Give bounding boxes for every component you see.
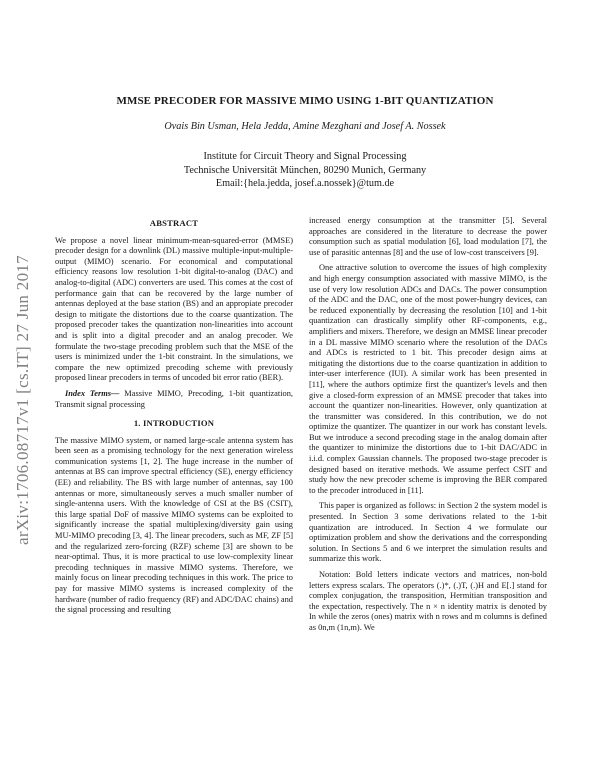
arxiv-stamp	[10, 190, 36, 610]
abstract-heading: ABSTRACT	[149, 218, 199, 228]
affiliation-institute: Institute for Circuit Theory and Signal Processing	[203, 151, 407, 162]
affiliation-email: Email:{hela.jedda, josef.a.nossek}@tum.de	[215, 178, 395, 189]
affiliation-university: Technische Universität München, 80290 Munich, Germany	[183, 164, 427, 176]
introduction-heading: 1. INTRODUCTION	[133, 418, 215, 429]
left-column	[55, 218, 293, 616]
abstract-text: We propose a novel linear minimum-mean-squared-error (MMSE) precoder design for a downlink (DL) massive multiple-input-multiple-output (MIMO) scenario. For economical and computational efficiency reasons low resolution 1-bit digital-to-analog (DAC) and analog-to-digital (ADC) converters are used. This comes at the cost of performance gain that can be recovered by the large number of antennas deployed at the base station (BS) and an appropiate precoder design to mitigate the distortions due to the coarse quantization. The proposed precoder takes the quantization non-linearities into account and is split into a digital precoder and an analog precoder. We formulate the two-stage precoding problem such that the MSE of the users is minimized under the 1-bit constraint. In the simulations, we compare the new optimized precoding scheme with previously proposed linear precoders in terms of uncoded bit error ratio (BER).	[55, 235, 293, 383]
right-paragraph-4: Notation: Bold letters indicate vectors and matrices, non-bold letters express scalars. The operators (.)*, (.)T, (.)H and E[.] stand for complex conjugation, the transposition, Hermitian transposition and the expectation, respectively. The n × n identity matrix is denoted by In while the zeros (ones) matrix with n rows and m columns is defined as 0n,m (1n,m). We	[309, 570, 547, 632]
index-terms	[55, 389, 293, 410]
right-column	[309, 216, 547, 634]
right-paragraph-2: One attractive solution to overcome the issues of high complexity and high energy consumption associated with massive MIMO, is the use of very low resolution ADCs and DACs. The power consumption of the ADC and the DAC, one of the most power-hungry devices, can be reduced exponentially by decreasing the resolution [10] and 1-bit quantization can drastically simplify other RF-components, e.g., amplifiers and mixers. Therefore, we design an MMSE linear precoder in a DL massive MIMO scenario where the resolution of the DACs and ADCs is restricted to 1 bit. This precoder design aims at mitigating the distortions due to the coarse quantization in addition to inter-user interference (IUI). A similar work has been presented in [11], where the authors optimize first the quantizer's levels and then give a closed-form expression of an MMSE precoder that takes into account the quantizer non-linearities. However, only quantization at the transmitter was considered. In this contribution, we do not optimize the quantizer. The quantizer in our work has constant levels. But we introduce a second precoding stage in the analog domain after the quantizer to minimize the distortions due to 1-bit DAC/ADC in i.i.d. complex Gaussian channels. The proposed two-stage precoder is designed based on iterative methods. We assume perfect CSIT and study how the new precoder scheme is improving the BER compared to the precoder introduced in [11].	[309, 263, 547, 495]
arxiv-stamp-text: arXiv:1706.08717v1 [cs.IT] 27 Jun 2017	[13, 255, 32, 545]
paper-title: MMSE PRECODER FOR MASSIVE MIMO USING 1-BIT QUANTIZATION	[116, 95, 494, 107]
index-terms-label: Index Terms—	[65, 388, 120, 398]
right-paragraph-3: This paper is organized as follows: in Section 2 the system model is presented. In Section 3 some derivations related to the 1-bit quantization are introduced. In Section 4 we formulate our optimization problem and show the derivations and the corresponding solution. In Sections 5 and 6 we interpret the simulation results and summarize this work.	[309, 501, 547, 564]
right-paragraph-1: increased energy consumption at the transmitter [5]. Several approaches are considered in the literature to decrease the power consumption such as spatial modulation [6], load modulation [7], the use of parasitic antennas [8] and the use of low-cost transceivers [9].	[309, 216, 547, 257]
paper-authors: Ovais Bin Usman, Hela Jedda, Amine Mezghani and Josef A. Nossek	[164, 121, 446, 132]
index-terms-text: Massive MIMO, Precoding, 1-bit quantization, Transmit signal processing	[55, 388, 293, 409]
affiliation-block	[60, 150, 550, 191]
intro-paragraph-1: The massive MIMO system, or named large-scale antenna system has been seen as a promising technology for the next generation wireless communication systems [1, 2]. The huge increase in the number of antennas at BS can improve spectral efficiency (SE), energy efficiency (EE) and reliability. The BS with large number of antennas, say 100 antennas or more, simultaneously serves a much smaller number of single-antenna users. With the knowledge of CSI at the BS (CSIT), this large spatial DoF of massive MIMO systems can be exploited to significantly increase the spatial multiplexing/diversity gain using MU-MIMO precoding [3, 4]. The linear precoders, such as MF, ZF [5] and the regularized zero-forcing (RZF) scheme [3] are shown to be near-optimal. Thus, it is more practical to use low-complexity linear precoding techniques in massive MIMO systems. Therefore, we mainly focus on linear precoding techniques in this work. The price to pay for massive MIMO systems is increased complexity of the hardware (number of radio frequency (RF) and ADC/DAC chains) and the signal processing and resulting	[55, 435, 293, 615]
